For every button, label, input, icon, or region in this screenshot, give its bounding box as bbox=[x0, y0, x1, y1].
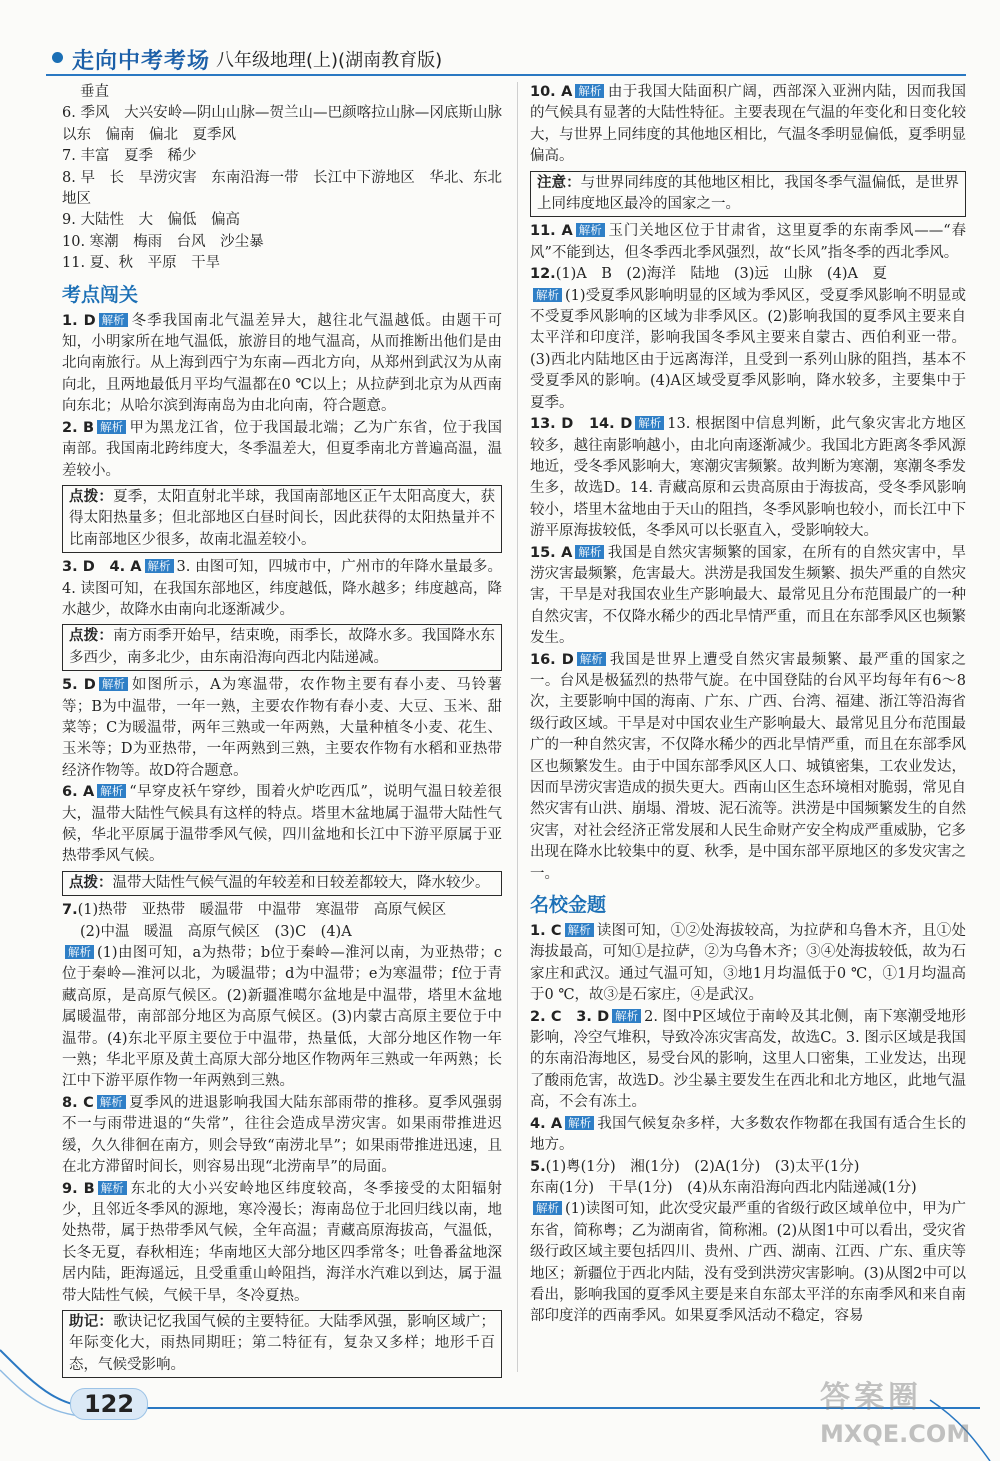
analysis-text: “早穿皮袄午穿纱，围着火炉吃西瓜”，说明气温日较差很大，温带大陆性气候具有这样的特点。塔里木盆地属于温带大陆性气候，华北平原属于温带季风气候，四川盆地和长江中下游平原属于亚热带季风气候。 bbox=[62, 784, 502, 865]
right-column bbox=[530, 82, 966, 1328]
analysis-text: 夏季风的进退影响我国大陆东部雨带的推移。夏季风强弱不一与雨带进退的“失常”，往往会造成旱涝灾害。如果雨带推进迟缓，久久徘徊在南方，则会导致“南涝北旱”；如果雨带推进迅速，且在北方滞留时间长，则容易出现“北涝南旱”的局面。 bbox=[62, 1094, 502, 1176]
analysis-text: 如图所示，A为寒温带，农作物主要有春小麦、马铃薯等；B为中温带，一年一熟，主要农作物有春小麦、大豆、玉米、甜菜等；C为暖温带，两年三熟或一年两熟，大量种植冬小麦、花生、玉米等；D为亚热带，一年两熟到三熟，主要农作物有水稻和亚热带经济作物等。故D符合题意。 bbox=[62, 677, 502, 779]
analysis-tag: 解析 bbox=[97, 420, 126, 434]
analysis-text: (1)受夏季风影响明显的区域为季风区，受夏季风影响不明显或不受夏季风影响的区域为非季风区。(2)影响我国的夏季风主要来自太平洋和印度洋，影响我国冬季风主要来自蒙古、西伯利亚一带。(3)西北内陆地区由于远离海洋，且受到一系列山脉的阻挡，基本不受夏季风的影响。(4)A区域受夏季风影响，降水较多，主要集中于夏季。 bbox=[530, 287, 966, 411]
answer-10: 10. 寒潮 梅雨 台风 沙尘暴 bbox=[62, 233, 264, 250]
tip-box bbox=[62, 871, 502, 896]
analysis-tag: 解析 bbox=[576, 223, 605, 237]
exam-question-1 bbox=[530, 921, 966, 1007]
section-heading: 名校金题 bbox=[530, 894, 607, 917]
analysis-text: 我国是世界上遭受自然灾害最频繁、最严重的国家之一。台风是极猛烈的热带气旋。在中国登陆的台风平均每年有6～8次，主要影响中国的海南、广东、广西、台湾、福建、浙江等沿海省级行政区域。干旱是对中国农业生产影响最大、最常见且分布范围最广的一种自然灾害，不仅降水稀少的西北旱情严重，而且在东部季风区也频繁发生。由于中国东部季风区人口、城镇密集，工农业发达，因而旱涝灾害造成的损失更大。西南山区生态环境相对脆弱，常见自然灾害有山洪、崩塌、滑坡、泥石流等。洪涝是中国频繁发生的自然灾害，对社会经济正常发展和人民生命财产安全构成严重威胁，它多出现在降水比较集中的夏、秋季，是中国东部平原地区的多发灾害之一。 bbox=[530, 651, 966, 882]
question-1 bbox=[62, 311, 502, 418]
header-bullet-icon bbox=[52, 52, 63, 63]
question-7-analysis bbox=[62, 943, 502, 1093]
exam-question-5 bbox=[530, 1157, 966, 1178]
question-number: 15. A bbox=[530, 544, 573, 561]
column-divider bbox=[517, 82, 518, 1372]
left-column bbox=[62, 82, 502, 1382]
question-number: 5. bbox=[530, 1158, 546, 1175]
question-5 bbox=[62, 675, 502, 782]
watermark-logo: 答案圈 bbox=[820, 1380, 922, 1415]
question-number: 7. bbox=[62, 902, 78, 919]
question-13-14 bbox=[530, 414, 966, 542]
analysis-tag: 解析 bbox=[565, 923, 594, 937]
analysis-text: 玉门关地区位于甘肃省，这里夏季的东南季风——“春风”不能到达，但冬季西北季风强烈，故“长风”指冬季的西北季风。 bbox=[530, 223, 966, 261]
series-title: 走向中考考场 bbox=[72, 49, 211, 74]
exam-question-2-3 bbox=[530, 1007, 966, 1114]
analysis-text: 3. 由图可知，四城市中，广州市的年降水量最多。4. 读图可知，在我国东部地区，纬度越低，降水越多；纬度越高，降水越少，故降水由南向北逐渐减少。 bbox=[62, 559, 502, 618]
question-9 bbox=[62, 1179, 502, 1307]
analysis-text: (1)读图可知，此次受灾最严重的省级行政区域单位中，甲为广东省，简称粤；乙为湖南省，简称湘。(2)从图1中可以看出，受灾省级行政区域主要包括四川、贵州、广西、湖南、江西、广东、重庆等地区；新疆位于西北内陆，没有受到洪涝灾害影响。(3)从图2中可以看出，影响我国的夏季风主要是来自东部太平洋的东南季风和来自南部印度洋的西南季风。如果夏季风活动不稳定，容易 bbox=[530, 1201, 966, 1325]
question-number: 2. B bbox=[62, 419, 95, 436]
analysis-text: 读图可知，①②处海拔较高，为拉萨和乌鲁木齐，且①处海拔最高，可知①是拉萨，②为乌鲁木齐；③④处海拔较低，故为石家庄和武汉。通过气温可知，③地1月均温低于0 ℃，①1月均温高于0 ℃，故③是石家庄，④是武汉。 bbox=[530, 923, 967, 1004]
page-header bbox=[0, 0, 1000, 80]
analysis-tag: 解析 bbox=[533, 1201, 562, 1215]
notice-label: 注意： bbox=[537, 174, 581, 191]
tip-label: 点拨： bbox=[69, 874, 113, 891]
analysis-text: 2. 图中P区域位于南岭及其北侧，南下寒潮受地形影响，冷空气堆积，导致冷冻灾害高发，故选C。3. 图示区域是我国的东南沿海地区，易受台风的影响，这里人口密集，工业发达，出现了酸雨危害，故选D。沙尘暴主要发生在西北和北方地区，此地气温高，不会有冻土。 bbox=[530, 1008, 967, 1111]
analysis-text: 我国是自然灾害频繁的国家，在所有的自然灾害中，旱涝灾害最频繁，危害最大。洪涝是我国发生频繁、损失严重的自然灾害，干旱是对我国农业生产影响最大、最常见且分布范围最广的一种自然灾害，不仅降水稀少的西北旱情严重，而且在东部季风区也频繁发生。 bbox=[530, 544, 966, 647]
question-number: 16. D bbox=[530, 651, 574, 668]
question-11 bbox=[530, 221, 966, 264]
question-12 bbox=[530, 264, 966, 285]
question-6 bbox=[62, 782, 502, 868]
analysis-text: 由于我国大陆面积广阔，西部深入亚洲内陆，因而我国的气候具有显著的大陆性特征。主要表现在气温的年变化和日变化较大，与世界上同纬度的其他地区相比，气温冬季明显偏低，夏季明显偏高。 bbox=[530, 84, 966, 165]
question-7-answer-2: (2)中温 暖温 高原气候区 (3)C (4)A bbox=[80, 923, 352, 940]
answer-text: (1)热带 亚热带 暖温带 中温带 寒温带 高原气候区 bbox=[77, 902, 447, 919]
question-15 bbox=[530, 543, 966, 650]
answer-7: 7. 丰富 夏季 稀少 bbox=[62, 148, 197, 165]
analysis-tag: 解析 bbox=[97, 784, 126, 798]
question-3-4 bbox=[62, 557, 502, 621]
question-number: 11. A bbox=[530, 223, 573, 240]
answer-9: 9. 大陆性 大 偏低 偏高 bbox=[62, 212, 240, 229]
answer-text: (1)A B (2)海洋 陆地 (3)远 山脉 (4)A 夏 bbox=[555, 266, 887, 283]
question-number: 3. D 4. A bbox=[62, 559, 142, 576]
analysis-text: 甲为黑龙江省，位于我国最北端；乙为广东省，位于我国南部。我国南北跨纬度大，冬季温差大，但夏季南北方普遍高温，温差较小。 bbox=[62, 419, 503, 479]
analysis-text: 冬季我国南北气温差异大，越往北气温越低。由题干可知，小明家所在地气温低，旅游目的地气温高，从而推断出他们是由北向南旅行。从上海到西宁为东南—西北方向，从郑州到武汉为从南向北，且两地最低月平均气温都在0 ℃以上；从拉萨到北京为从西南向东北；从哈尔滨到海南岛为由北向南，符合题意。 bbox=[62, 312, 502, 415]
question-number: 13. D 14. D bbox=[530, 416, 633, 433]
question-number: 5. D bbox=[62, 677, 96, 694]
notice-box bbox=[530, 171, 966, 218]
tip-text: 温带大陆性气候气温的年较差和日较差都较大，降水较少。 bbox=[112, 874, 490, 891]
question-number: 1. C bbox=[530, 923, 562, 940]
memo-text: 歌诀记忆我国气候的主要特征。大陆季风强，影响区域广；年际变化大，雨热同期旺；第二特征有，复杂又多样；地形千百态，气候受影响。 bbox=[69, 1313, 496, 1373]
analysis-tag: 解析 bbox=[145, 559, 174, 573]
analysis-tag: 解析 bbox=[635, 416, 664, 430]
section-heading: 考点闯关 bbox=[62, 283, 139, 306]
question-16 bbox=[530, 650, 966, 885]
question-number: 1. D bbox=[62, 312, 96, 329]
analysis-tag: 解析 bbox=[575, 84, 604, 98]
question-2 bbox=[62, 418, 502, 482]
analysis-tag: 解析 bbox=[98, 1181, 127, 1195]
tip-text: 南方雨季开始早，结束晚，雨季长，故降水多。我国降水东多西少，南多北少，由东南沿海向西北内陆递减。 bbox=[69, 628, 496, 666]
answer-8: 8. 早 长 旱涝灾害 东南沿海一带 长江中下游地区 华北、东北地区 bbox=[62, 169, 502, 208]
tip-text: 夏季，太阳直射北半球，我国南部地区正午太阳高度大，获得太阳热量多；但北部地区白昼时间长，因此获得的太阳热量并不比南部地区少很多，故南北温差较小。 bbox=[69, 488, 496, 548]
tip-box bbox=[62, 624, 502, 671]
page-number-badge bbox=[70, 1388, 148, 1420]
question-number: 9. B bbox=[62, 1180, 95, 1197]
analysis-tag: 解析 bbox=[577, 652, 606, 666]
question-10 bbox=[530, 82, 966, 168]
exam-question-5-analysis bbox=[530, 1199, 966, 1327]
answer-11: 11. 夏、秋 平原 干旱 bbox=[62, 255, 221, 272]
analysis-tag: 解析 bbox=[533, 288, 562, 302]
tip-label: 点拨： bbox=[69, 628, 114, 645]
memo-label: 助记： bbox=[69, 1313, 114, 1330]
tip-label: 点拨： bbox=[69, 488, 114, 505]
header-rule bbox=[46, 74, 966, 76]
book-title: 八年级地理(上)(湖南教育版) bbox=[216, 50, 443, 71]
question-number: 2. C 3. D bbox=[530, 1008, 610, 1025]
analysis-tag: 解析 bbox=[97, 1095, 126, 1109]
exam-question-4 bbox=[530, 1114, 966, 1157]
notice-text: 与世界同纬度的其他地区相比，我国冬季气温偏低，是世界上同纬度地区最冷的国家之一。 bbox=[537, 174, 960, 213]
analysis-text: 13. 根据图中信息判断，此气象灾害北方地区较多，越往南影响越小，由北向南逐渐减少。我国北方距离冬季风源地近，受冬季风影响大，寒潮灾害频繁。故判断为寒潮，寒潮冬季发生多，故选D。14. 青藏高原和云贵高原由于海拔高，受冬季风影响较小，塔里木盆地由于天山的阻挡，冬季风影响也较小，而长江中下游平原海拔较低，冬季风可以长驱直入，受影响较大。 bbox=[530, 416, 966, 540]
page-number: 122 bbox=[83, 1390, 135, 1418]
question-12-analysis bbox=[530, 286, 966, 414]
analysis-text: (1)由图可知，a为热带；b位于秦岭—淮河以南，为亚热带；c位于秦岭—淮河以北，为暖温带；d为中温带；e为寒温带；f位于青藏高原，是高原气候区。(2)新疆准噶尔盆地是中温带，塔里木盆地属暖温带，南部部分地区为高原气候区。(3)内蒙古高原主要位于中温带。(4)东北平原主要位于中温带，热量低，大部分地区作物一年一熟；华北平原及黄土高原大部分地区作物两年三熟或一年两熟；长江中下游平原作物一年两熟到三熟。 bbox=[62, 945, 502, 1090]
analysis-tag: 解析 bbox=[612, 1009, 641, 1023]
answer-line: 垂直 bbox=[80, 84, 109, 100]
tip-box bbox=[62, 485, 502, 553]
analysis-tag: 解析 bbox=[65, 945, 94, 959]
question-number: 10. A bbox=[530, 84, 573, 100]
watermark-url: MXQE.COM bbox=[820, 1420, 971, 1448]
analysis-text: 东北的大小兴安岭地区纬度较高，冬季接受的太阳辐射少，且邻近冬季风的源地，寒冷漫长；海南岛位于北回归线以南，地处热带，属于热带季风气候，全年高温；青藏高原海拔高，气温低，长冬无夏，春秋相连；华南地区大部分地区四季常冬；吐鲁番盆地深居内陆，距海遥远，且受重重山岭阻挡，海洋水汽难以到达，属于温带大陆性气候，气候干旱，冬冷夏热。 bbox=[62, 1180, 503, 1304]
question-number: 8. C bbox=[62, 1094, 94, 1111]
exam-question-5-answer-2: 东南(1分) 干旱(1分) (4)从东南沿海向西北内陆递减(1分) bbox=[530, 1179, 917, 1196]
analysis-tag: 解析 bbox=[575, 545, 604, 559]
analysis-text: 我国气候复杂多样，大多数农作物都在我国有适合生长的地方。 bbox=[530, 1115, 966, 1154]
analysis-tag: 解析 bbox=[99, 313, 128, 327]
analysis-tag: 解析 bbox=[99, 677, 128, 691]
question-7 bbox=[62, 900, 502, 921]
question-number: 4. A bbox=[530, 1115, 563, 1132]
analysis-tag: 解析 bbox=[565, 1116, 594, 1130]
answer-6: 6. 季风 大兴安岭—阴山山脉—贺兰山—巴颜喀拉山脉—冈底斯山脉以东 偏南 偏北 夏季风 bbox=[62, 105, 502, 143]
question-number: 12. bbox=[530, 266, 556, 283]
question-number: 6. A bbox=[62, 784, 95, 801]
question-8 bbox=[62, 1093, 502, 1179]
answer-text: (1)粤(1分) 湘(1分) (2)A(1分) (3)太平(1分) bbox=[545, 1158, 860, 1175]
